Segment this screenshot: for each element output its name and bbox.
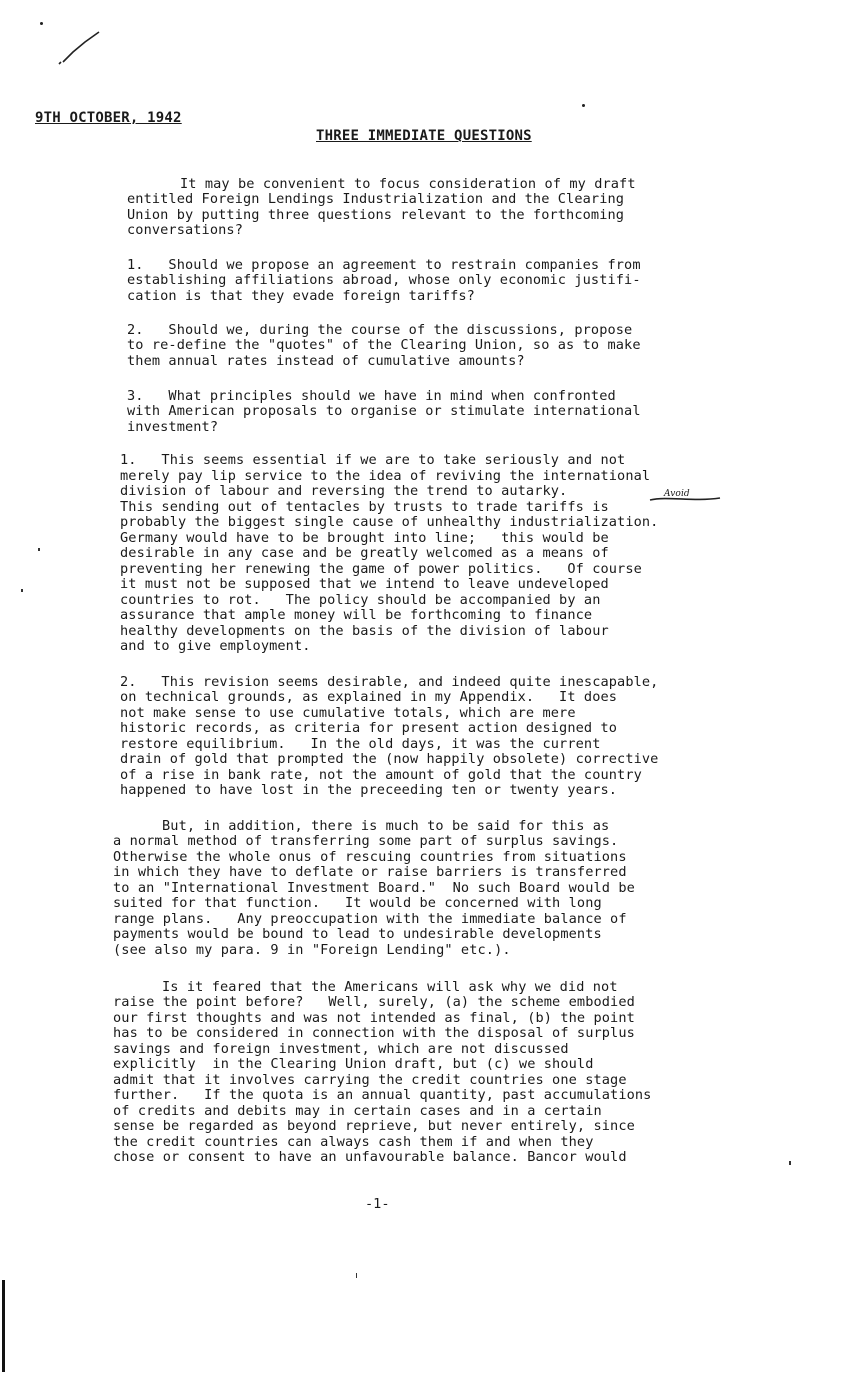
text-line: Germany would have to be brought into line; this would be — [120, 530, 609, 546]
text-line: desirable in any case and be greatly welcomed as a means of — [120, 545, 609, 561]
handwritten-underline — [648, 494, 723, 504]
text-line: of a rise in bank rate, not the amount of gold that the country — [120, 767, 642, 783]
text-line: (see also my para. 9 in "Foreign Lending" etc.). — [113, 942, 511, 958]
scan-speck — [356, 1273, 357, 1278]
text-line: This sending out of tentacles by trusts to trade tariffs is — [120, 499, 609, 515]
text-line: Union by putting three questions relevant to the forthcoming — [127, 207, 625, 223]
text-line: to an "International Investment Board." No such Board would be — [113, 880, 635, 896]
text-line: restore equilibrium. In the old days, it was the current — [120, 736, 601, 752]
text-line: further. If the quota is an annual quantity, past accumulations — [113, 1087, 652, 1103]
text-line: division of labour and reversing the trend to autarky. — [120, 483, 568, 499]
page-number: -1- — [365, 1196, 390, 1212]
text-line: merely pay lip service to the idea of reviving the international — [120, 468, 651, 484]
text-line: Otherwise the whole onus of rescuing countries from situations — [113, 849, 627, 865]
scan-speck — [38, 548, 40, 551]
text-line: entitled Foreign Lendings Industrialization and the Clearing — [127, 191, 625, 207]
text-line: 3. What principles should we have in mind when confronted — [127, 388, 616, 404]
text-line: the credit countries can always cash them if and when they — [113, 1134, 594, 1150]
text-line: our first thoughts and was not intended as final, (b) the point — [113, 1010, 635, 1026]
text-line: has to be considered in connection with the disposal of surplus — [113, 1025, 635, 1041]
pen-stroke-mark — [55, 28, 105, 68]
scan-speck — [21, 589, 23, 592]
text-line: admit that it involves carrying the credit countries one stage — [113, 1072, 627, 1088]
ink-dot — [40, 22, 43, 25]
text-line: to re-define the "quotes" of the Clearing Union, so as to make — [127, 337, 641, 353]
scan-edge-line — [2, 1280, 5, 1372]
text-line: Is it feared that the Americans will ask why we did not — [162, 979, 618, 995]
text-line: a normal method of transferring some part of surplus savings. — [113, 833, 619, 849]
text-line: 2. Should we, during the course of the discussions, propose — [127, 322, 633, 338]
text-line: cation is that they evade foreign tariffs? — [127, 288, 475, 304]
text-line: with American proposals to organise or stimulate international — [127, 403, 641, 419]
text-line: historic records, as criteria for present action designed to — [120, 720, 618, 736]
text-line: investment? — [127, 419, 219, 435]
document-date: 9TH OCTOBER, 1942 — [35, 110, 182, 126]
text-line: countries to rot. The policy should be accompanied by an — [120, 592, 601, 608]
text-line: and to give employment. — [120, 638, 311, 654]
text-line: range plans. Any preoccupation with the immediate balance of — [113, 911, 627, 927]
text-line: probably the biggest single cause of unhealthy industrialization. — [120, 514, 659, 530]
text-line: savings and foreign investment, which are not discussed — [113, 1041, 569, 1057]
text-line: raise the point before? Well, surely, (a) the scheme embodied — [113, 994, 635, 1010]
text-line: chose or consent to have an unfavourable balance. Bancor would — [113, 1149, 627, 1165]
text-line: payments would be bound to lead to undesirable developments — [113, 926, 602, 942]
text-line: sense be regarded as beyond reprieve, but never entirely, since — [113, 1118, 635, 1134]
text-line: it must not be supposed that we intend to leave undeveloped — [120, 576, 609, 592]
document-title: THREE IMMEDIATE QUESTIONS — [316, 128, 532, 144]
ink-dot — [582, 104, 585, 107]
text-line: drain of gold that prompted the (now happily obsolete) corrective — [120, 751, 659, 767]
text-line: assurance that ample money will be forthcoming to finance — [120, 607, 593, 623]
text-line: 1. This seems essential if we are to take seriously and not — [120, 452, 626, 468]
text-line: them annual rates instead of cumulative amounts? — [127, 353, 525, 369]
text-line: establishing affiliations abroad, whose only economic justifi- — [127, 272, 641, 288]
text-line: explicitly in the Clearing Union draft, but (c) we should — [113, 1056, 594, 1072]
handwritten-margin-note: Avoid — [664, 489, 690, 499]
text-line: It may be convenient to focus consideration of my draft — [180, 176, 636, 192]
text-line: But, in addition, there is much to be said for this as — [162, 818, 610, 834]
text-line: 2. This revision seems desirable, and indeed quite inescapable, — [120, 674, 659, 690]
text-line: in which they have to deflate or raise barriers is transferred — [113, 864, 627, 880]
text-line: on technical grounds, as explained in my Appendix. It does — [120, 689, 618, 705]
text-line: happened to have lost in the preceeding ten or twenty years. — [120, 782, 618, 798]
text-line: suited for that function. It would be concerned with long — [113, 895, 602, 911]
text-line: conversations? — [127, 222, 243, 238]
text-line: not make sense to use cumulative totals, which are mere — [120, 705, 576, 721]
text-line: healthy developments on the basis of the division of labour — [120, 623, 609, 639]
scan-speck — [789, 1161, 791, 1165]
text-line: preventing her renewing the game of power politics. Of course — [120, 561, 642, 577]
text-line: 1. Should we propose an agreement to restrain companies from — [127, 257, 641, 273]
text-line: of credits and debits may in certain cases and in a certain — [113, 1103, 602, 1119]
